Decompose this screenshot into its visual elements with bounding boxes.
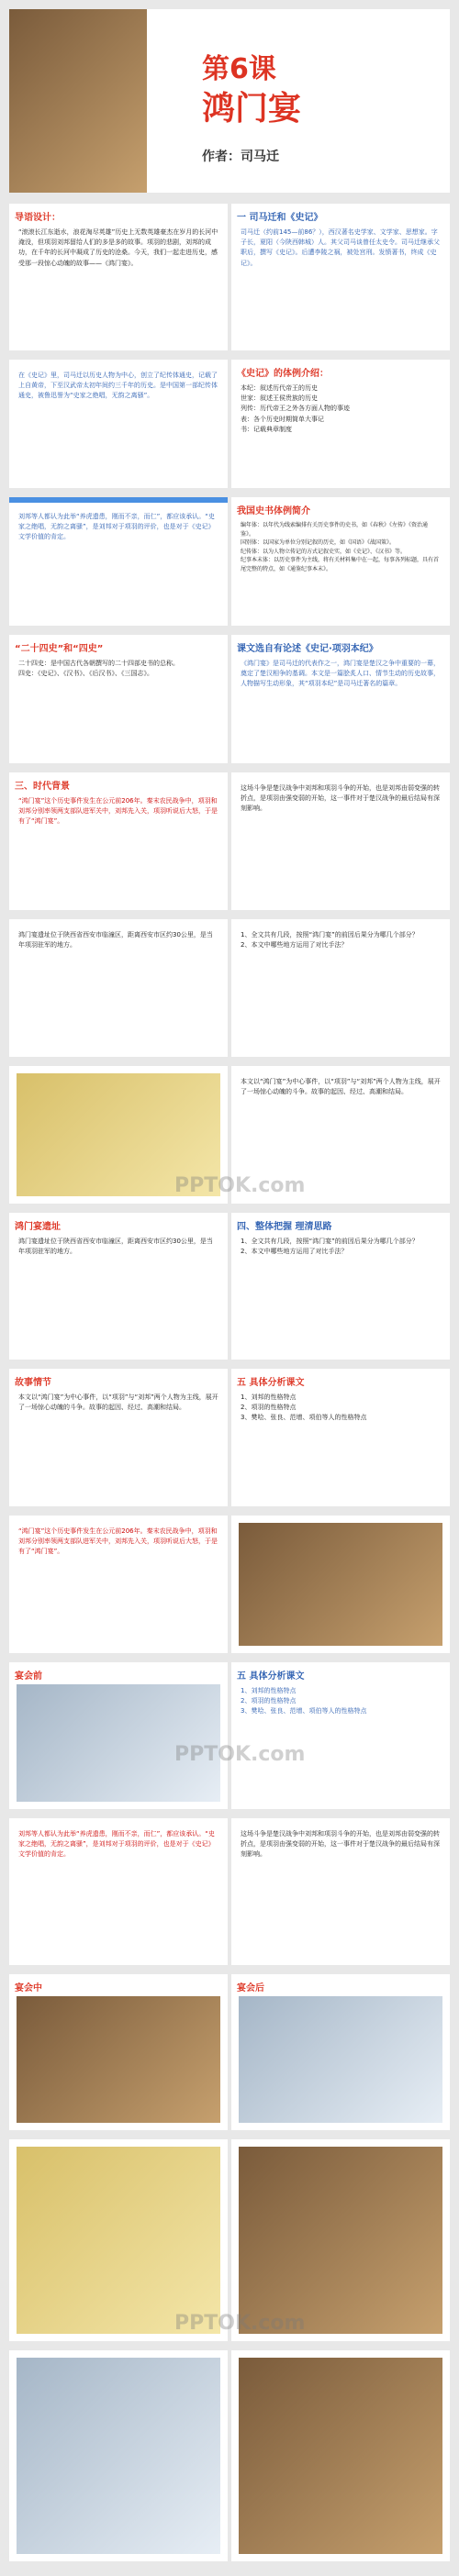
- slide-8-header: 课文选自有论述《史记·项羽本纪》: [237, 644, 378, 654]
- slide-19: [9, 1516, 228, 1653]
- slide-5-text: 刘邦等人都认为此举“养虎遗患，刚而不亲，而仁”，都应该承认。“史家之绝唱，无韵之离骚”，是刘邦对于项羽的评价，也是对于《史记》文学价值的肯定。: [18, 513, 215, 541]
- slide-9-header: 三、时代背景: [15, 782, 70, 792]
- slide-18-text: 1、刘邦的性格特点 2、项羽的性格特点 3、樊哙、张良、范增、项伯等人的性格特点: [241, 1393, 367, 1422]
- final-right-image: [239, 2358, 442, 2554]
- slide-15-text: 鸿门宴遗址位于陕西省西安市临潼区，距离西安市区约30公里，是当年项羽驻军的地方。: [18, 1238, 213, 1256]
- slide-10-text: 这场斗争是楚汉战争中刘邦和项羽斗争的开始，也是刘邦由弱变强的转折点，是项羽由强变弱的开始，这一事件对于楚汉战争的最后结局有深刻影响。: [241, 784, 440, 813]
- slide-10: [231, 772, 450, 910]
- watermark-2: PPTOK.com: [174, 1743, 306, 1766]
- slide-18: [231, 1369, 450, 1506]
- slide-24-text: 这场斗争是楚汉战争中刘邦和项羽斗争的开始，也是刘邦由弱变强的转折点，是项羽由强变弱的开始，这一事件对于楚汉战争的最后结局有深刻影响。: [241, 1830, 440, 1859]
- bottom-right-image: [239, 2147, 442, 2334]
- slide-17-header: 故事情节: [15, 1378, 51, 1388]
- cover-subtitle: 鸿门宴: [202, 90, 302, 128]
- banquet-image: [239, 1523, 442, 1646]
- slide-26-header: 宴会后: [237, 1983, 264, 1993]
- slide-6: [231, 497, 450, 626]
- slide-1-text: “滚滚长江东逝水，浪花淘尽英雄”历史上无数英雄豪杰在岁月的长河中淹没，但项羽刘邦留给人们的多是多的故事。项羽的悲剧，刘邦的成功，在千年的长河中凝成了历史的沧桑。今天，我们一起走进历史，感受那一段惊心动魄的故事——《鸿门宴》。: [18, 228, 218, 267]
- slide-11: [9, 919, 228, 1057]
- slide-25-header: 宴会中: [15, 1983, 42, 1993]
- slide-7-header: “二十四史”和“四史”: [15, 644, 104, 654]
- slide-27: [9, 2139, 228, 2341]
- after-banquet-image: [239, 1996, 442, 2123]
- slide-9: [9, 772, 228, 910]
- cover-image: [9, 9, 147, 193]
- slide-18-header: 五 具体分析课文: [237, 1378, 305, 1388]
- slide-22-header: 五 具体分析课文: [237, 1671, 305, 1682]
- slide-4: [231, 360, 450, 488]
- slide-1: [9, 204, 228, 350]
- slide-11-text: 鸿门宴遗址位于陕西省西安市临潼区，距离西安市区约30公里，是当年项羽驻军的地方。: [18, 931, 213, 949]
- slide-2: [231, 204, 450, 350]
- slide-16: [231, 1213, 450, 1360]
- slide-3: [9, 360, 228, 488]
- slide-6-header: 我国史书体例简介: [237, 506, 310, 516]
- slide-19-text: “鸿门宴”这个历史事件发生在公元前206年。秦末农民战争中，项羽和刘邦分别率领两支部队进军关中，刘邦先入关，项羽听说后大怒，于是有了“鸿门宴”。: [18, 1527, 218, 1556]
- slide-12-text: 1、全文共有几段，按照“鸿门宴”的前因后果分为哪几个部分？ 2、本文中哪些地方运用了对比手法？: [241, 931, 419, 949]
- watermark-3: PPTOK.com: [174, 2312, 306, 2335]
- slide-15: [9, 1213, 228, 1360]
- slide-7-text: 二十四史：是中国古代各朝撰写的二十四部史书的总称。 四史：《史记》、《汉书》、《后汉书》、《三国志》。: [18, 660, 179, 678]
- slide-5: [9, 497, 228, 626]
- slide-24: [231, 1818, 450, 1965]
- slide-12: [231, 919, 450, 1057]
- slide-15-header: 鸿门宴遗址: [15, 1222, 61, 1232]
- slide-28: [231, 2139, 450, 2341]
- slide-25: [9, 1974, 228, 2130]
- slide-14-text: 本文以“鸿门宴”为中心事件，以“项羽”与“刘邦”两个人物为主线，展开了一场惊心动魄的斗争。故事的起因、经过、高潮和结局。: [241, 1078, 441, 1096]
- slide-16-header: 四、整体把握 理清思路: [237, 1222, 332, 1232]
- cover-slide: [9, 9, 450, 193]
- slide-2-text: 司马迁（约前145—前86？），西汉著名史学家、文学家、思想家。字子长，夏阳（今陕西韩城）人。其父司马谈曾任太史令。司马迁继承父职后，撰写《史记》。后遭李陵之祸，被处宫刑。发愤著书，终成《史记》。: [241, 228, 440, 267]
- slide-3-text: 在《史记》里，司马迁以历史人物为中心，创立了纪传体通史，记载了上自黄帝，下至汉武帝太初年间约三千年的历史。是中国第一部纪传体通史，被鲁迅誉为“史家之绝唱，无韵之离骚”。: [18, 372, 218, 400]
- slide-4-text: 本纪：叙述历代帝王的历史 世家：叙述王侯贵族的历史 列传：历代帝王之外各方面人物的事迹 表：各个历史时期简单大事记 书：记载典章制度: [241, 384, 350, 433]
- final-left-image: [17, 2358, 220, 2554]
- slide-4-header: 《史记》的体例介绍：: [237, 369, 329, 379]
- slide-1-header: 导语设计：: [15, 213, 61, 223]
- slide-21: [9, 1662, 228, 1809]
- slide-8-text: 《鸿门宴》是司马迁的代表作之一，鸿门宴是楚汉之争中重要的一幕，奠定了楚汉相争的基调。本文是一篇脍炙人口、情节生动的历史故事，人物描写生动形象，其“项羽本纪”是司马迁著名的篇章。: [241, 660, 440, 688]
- slide-17-text: 本文以“鸿门宴”为中心事件，以“项羽”与“刘邦”两个人物为主线，展开了一场惊心动魄的斗争。故事的起因、经过、高潮和结局。: [18, 1393, 218, 1412]
- slide-2-header: 一 司马迁和《史记》: [237, 213, 323, 223]
- watermark-1: PPTOK.com: [174, 1174, 306, 1197]
- bottom-left-image: [17, 2147, 220, 2334]
- slide-29: [9, 2350, 228, 2561]
- slide-9-text: “鸿门宴”这个历史事件发生在公元前206年。秦末农民战争中，项羽和刘邦分别率领两支部队进军关中，刘邦先入关，项羽听说后大怒，于是有了“鸿门宴”。: [18, 797, 218, 826]
- slide-7: [9, 635, 228, 763]
- during-banquet-image: [17, 1996, 220, 2123]
- slide-17: [9, 1369, 228, 1506]
- slide-8: [231, 635, 450, 763]
- cover-title: 第6课: [202, 53, 276, 85]
- slide-6-text: 编年体：以年代为线索编排有关历史事件的史书，如《春秋》《左传》《资治通鉴》。 国别体：以国家为单位分别记叙的历史，如《国语》《战国策》。 纪传体：以为人物立传记的方式记叙史实，如《史记》、《汉书》等。 纪事本末体：以历史事件为主线，将有关材料集中在一起，每事各列标题，具有首尾完整的特点，如《通鉴纪事本末》。: [241, 522, 440, 572]
- slide-22-text: 1、刘邦的性格特点 2、项羽的性格特点 3、樊哙、张良、范增、项伯等人的性格特点: [241, 1687, 367, 1715]
- slide-26: [231, 1974, 450, 2130]
- slide-23: [9, 1818, 228, 1965]
- slide-22: [231, 1662, 450, 1809]
- slide-20: [231, 1516, 450, 1653]
- slide-23-text: 刘邦等人都认为此举“养虎遗患，刚而不亲，而仁”，都应该承认。“史家之绝唱，无韵之离骚”，是刘邦对于项羽的评价，也是对于《史记》文学价值的肯定。: [18, 1830, 215, 1859]
- cover-author: 作者：司马迁: [202, 150, 279, 164]
- slide-30: [231, 2350, 450, 2561]
- slide-21-header: 宴会前: [15, 1671, 42, 1682]
- slide-16-text: 1、全文共有几段，按照“鸿门宴”的前因后果分为哪几个部分？ 2、本文中哪些地方运用了对比手法？: [241, 1238, 419, 1256]
